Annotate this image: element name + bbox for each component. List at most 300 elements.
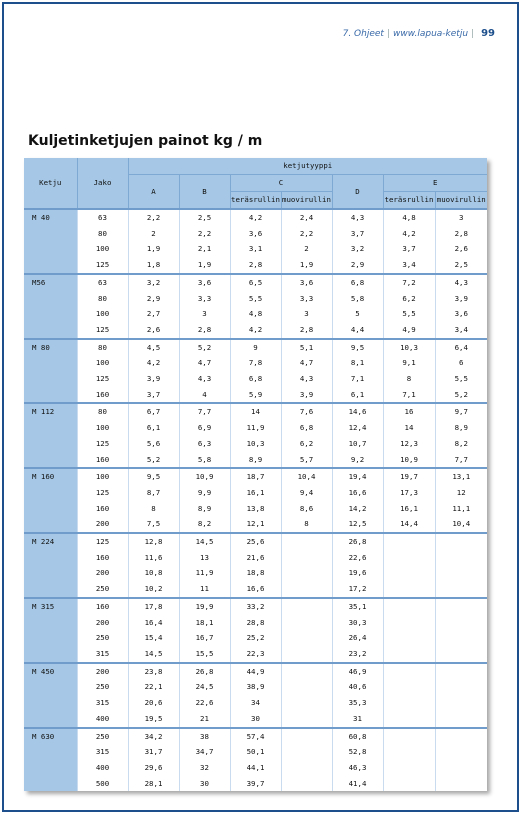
weight-cell: 15,4 [128,630,179,646]
header-site: www.lapua-ketju [392,29,469,39]
weight-cell [281,711,332,728]
weight-cell: 6,1 [332,387,383,404]
weight-cell: 5,8 [179,452,230,469]
weight-cell: 8,1 [332,355,383,371]
weight-cell: 10,9 [383,452,435,469]
weight-cell: 2,7 [128,306,179,322]
weight-cell: 14,2 [332,501,383,517]
pitch-cell: 80 [77,291,128,307]
table-row [24,485,487,501]
pitch-cell: 250 [77,679,128,695]
weight-cell: 41,4 [332,776,383,792]
pitch-cell: 400 [77,711,128,728]
weight-cell: 11,9 [179,565,230,581]
weight-cell [383,679,435,695]
weight-cell: 5,5 [435,371,487,387]
weight-cell: 4,2 [128,355,179,371]
weight-cell: 9,5 [128,468,179,485]
weight-cell [435,695,487,711]
weight-cell: 12 [435,485,487,501]
weight-cell: 4,9 [383,322,435,339]
table-row [24,501,487,517]
weight-cell: 18,8 [230,565,281,581]
table-row [24,646,487,663]
weight-cell [435,565,487,581]
table-body [24,209,487,791]
weight-cell: 2,6 [435,241,487,257]
weight-cell: 3,4 [383,257,435,274]
weight-cell: 8,9 [179,501,230,517]
weight-cell: 4,7 [281,355,332,371]
weight-cell [281,565,332,581]
weight-cell: 7,1 [332,371,383,387]
table-row [24,711,487,728]
pitch-cell: 160 [77,501,128,517]
weight-cell: 57,4 [230,728,281,745]
table-row [24,516,487,533]
table-row [24,695,487,711]
pitch-cell: 160 [77,550,128,566]
pitch-cell: 63 [77,274,128,291]
weight-cell [281,533,332,550]
weight-cell: 12,5 [332,516,383,533]
table-row [24,226,487,242]
weight-cell: 3,7 [332,226,383,242]
weight-cell [435,581,487,598]
weight-cell: 24,5 [179,679,230,695]
weight-cell: 5,2 [128,452,179,469]
weight-cell: 12,8 [128,533,179,550]
weight-cell: 10,3 [383,339,435,356]
weight-cell: 8,6 [281,501,332,517]
chain-name-cell: M 450 [24,663,77,728]
header-c-plastic: muovirullin [281,192,332,210]
weight-cell: 5,8 [332,291,383,307]
weight-cell: 10,4 [281,468,332,485]
weight-cell: 16,1 [230,485,281,501]
weight-cell: 2,2 [128,209,179,226]
weight-cell: 35,1 [332,598,383,615]
weight-cell: 8 [128,501,179,517]
table-row [24,663,487,680]
weight-cell [281,760,332,776]
weight-cell: 22,6 [179,695,230,711]
weight-cell: 9,2 [332,452,383,469]
pitch-cell: 200 [77,615,128,631]
weight-cell: 6,7 [128,403,179,420]
weight-cell [281,663,332,680]
table-row [24,533,487,550]
table-row [24,257,487,274]
weight-cell: 3,6 [281,274,332,291]
table-row [24,581,487,598]
table-row [24,209,487,226]
table-row [24,598,487,615]
weight-cell: 38 [179,728,230,745]
weight-cell [435,776,487,792]
weight-cell: 22,3 [230,646,281,663]
weight-cell: 25,6 [230,533,281,550]
weight-cell [435,630,487,646]
weight-cell: 10,4 [435,516,487,533]
pitch-cell: 160 [77,387,128,404]
weight-cell [281,550,332,566]
header-type-a: A [128,175,179,210]
weight-cell: 6,3 [179,436,230,452]
pitch-cell: 100 [77,306,128,322]
weight-cell [383,630,435,646]
weights-table-wrapper [24,158,487,791]
weight-cell: 8,2 [179,516,230,533]
table-row [24,241,487,257]
weight-cell: 13,8 [230,501,281,517]
weight-cell: 4,2 [230,322,281,339]
weight-cell: 4 [179,387,230,404]
weight-cell: 4,3 [332,209,383,226]
weight-cell [281,728,332,745]
pitch-cell: 80 [77,339,128,356]
weight-cell: 6,4 [435,339,487,356]
pitch-cell: 400 [77,760,128,776]
pitch-cell: 315 [77,646,128,663]
weight-cell: 35,3 [332,695,383,711]
pitch-cell: 250 [77,630,128,646]
weight-cell [435,646,487,663]
weight-cell: 11,9 [230,420,281,436]
weight-cell: 9,5 [332,339,383,356]
weight-cell: 5,6 [128,436,179,452]
weight-cell: 9 [230,339,281,356]
pitch-cell: 315 [77,695,128,711]
weight-cell: 38,9 [230,679,281,695]
weight-cell [435,711,487,728]
weight-cell: 2,5 [435,257,487,274]
weight-cell: 14,5 [128,646,179,663]
weight-cell: 34,7 [179,744,230,760]
chain-name-cell: M 160 [24,468,77,533]
weight-cell: 3,7 [383,241,435,257]
weight-cell: 2,6 [128,322,179,339]
weight-cell: 44,9 [230,663,281,680]
weight-cell: 9,7 [435,403,487,420]
header-type-e: E [383,175,487,192]
weight-cell: 11,1 [435,501,487,517]
weight-cell: 7,5 [128,516,179,533]
weight-cell [383,663,435,680]
weight-cell: 4,3 [179,371,230,387]
header-separator: | [471,29,475,39]
weight-cell: 17,3 [383,485,435,501]
weight-cell: 2,2 [281,226,332,242]
weight-cell: 16,6 [332,485,383,501]
page-header [343,28,495,39]
weight-cell: 4,3 [281,371,332,387]
weight-cell: 8,7 [128,485,179,501]
weight-cell: 3,4 [435,322,487,339]
weight-cell: 4,7 [179,355,230,371]
weight-cell [281,695,332,711]
chain-name-cell: M 630 [24,728,77,792]
pitch-cell: 500 [77,776,128,792]
pitch-cell: 63 [77,209,128,226]
weight-cell [383,711,435,728]
table-row [24,291,487,307]
table-row [24,550,487,566]
weight-cell: 10,8 [128,565,179,581]
pitch-cell: 100 [77,355,128,371]
weight-cell: 10,7 [332,436,383,452]
pitch-cell: 100 [77,468,128,485]
weight-cell: 3,2 [332,241,383,257]
weight-cell [281,744,332,760]
weight-cell: 19,9 [179,598,230,615]
weight-cell: 2,8 [230,257,281,274]
weight-cell: 33,2 [230,598,281,615]
weight-cell: 25,2 [230,630,281,646]
weight-cell: 6,8 [281,420,332,436]
weight-cell: 39,7 [230,776,281,792]
header-c-steel: teräsrullin [230,192,281,210]
weight-cell: 19,7 [383,468,435,485]
weight-cell: 14 [383,420,435,436]
weight-cell [435,615,487,631]
weight-cell: 6,5 [230,274,281,291]
weight-cell: 5,2 [179,339,230,356]
header-e-plastic: muovirullin [435,192,487,210]
weight-cell: 3,7 [128,387,179,404]
weight-cell: 2,2 [179,226,230,242]
table-row [24,371,487,387]
table-row [24,728,487,745]
weight-cell: 1,9 [281,257,332,274]
weight-cell [383,646,435,663]
pitch-cell: 250 [77,581,128,598]
pitch-cell: 200 [77,516,128,533]
weight-cell: 10,3 [230,436,281,452]
weight-cell: 19,6 [332,565,383,581]
table-row [24,339,487,356]
weight-cell: 3,9 [281,387,332,404]
weight-cell: 5 [332,306,383,322]
chain-name-cell: M 112 [24,403,77,468]
weight-cell [383,550,435,566]
table-row [24,565,487,581]
table-row [24,322,487,339]
table-row [24,403,487,420]
weight-cell: 22,1 [128,679,179,695]
weight-cell: 9,4 [281,485,332,501]
weight-cell [281,598,332,615]
header-chain: Ketju [24,158,77,209]
weight-cell: 3,9 [435,291,487,307]
pitch-cell: 160 [77,452,128,469]
weight-cell: 2,9 [332,257,383,274]
weight-cell: 5,5 [230,291,281,307]
weight-cell: 2 [128,226,179,242]
table-row [24,420,487,436]
weight-cell [281,615,332,631]
weight-cell [383,728,435,745]
table-row [24,615,487,631]
pitch-cell: 200 [77,663,128,680]
weight-cell: 4,2 [383,226,435,242]
weight-cell [435,744,487,760]
chain-name-cell: M 80 [24,339,77,404]
weight-cell: 14,5 [179,533,230,550]
weight-cell: 13,1 [435,468,487,485]
weight-cell: 40,6 [332,679,383,695]
weight-cell: 8 [281,516,332,533]
weight-cell: 7,8 [230,355,281,371]
header-chain-type: ketjutyyppi [128,158,487,175]
weight-cell: 6 [435,355,487,371]
weight-cell: 34 [230,695,281,711]
chain-name-cell: M 40 [24,209,77,274]
weight-cell: 5,2 [435,387,487,404]
chain-weights-table [24,158,487,791]
weight-cell: 19,4 [332,468,383,485]
weight-cell: 5,7 [281,452,332,469]
weight-cell: 6,8 [332,274,383,291]
weight-cell: 46,3 [332,760,383,776]
weight-cell: 16,1 [383,501,435,517]
weight-cell: 4,3 [435,274,487,291]
weight-cell: 8,9 [230,452,281,469]
weight-cell: 3,9 [128,371,179,387]
weight-cell: 12,4 [332,420,383,436]
weight-cell: 7,2 [383,274,435,291]
weight-cell [383,581,435,598]
pitch-cell: 200 [77,565,128,581]
weight-cell: 31,7 [128,744,179,760]
weight-cell: 2,5 [179,209,230,226]
weight-cell: 11 [179,581,230,598]
weight-cell: 2,8 [435,226,487,242]
pitch-cell: 250 [77,728,128,745]
header-type-b: B [179,175,230,210]
weight-cell: 4,8 [383,209,435,226]
weight-cell: 17,2 [332,581,383,598]
header-separator: | [386,29,390,39]
weight-cell: 21,6 [230,550,281,566]
weight-cell: 14,6 [332,403,383,420]
weight-cell: 3,3 [179,291,230,307]
weight-cell: 10,9 [179,468,230,485]
weight-cell: 2,1 [179,241,230,257]
weight-cell: 5,1 [281,339,332,356]
weight-cell: 28,8 [230,615,281,631]
weight-cell: 3,3 [281,291,332,307]
table-row [24,744,487,760]
table-row [24,679,487,695]
weight-cell [383,598,435,615]
pitch-cell: 125 [77,436,128,452]
weight-cell: 18,1 [179,615,230,631]
weight-cell: 29,6 [128,760,179,776]
pitch-cell: 100 [77,420,128,436]
table-row [24,387,487,404]
weight-cell [435,728,487,745]
weight-cell: 32 [179,760,230,776]
weight-cell: 8,2 [435,436,487,452]
weight-cell [435,550,487,566]
table-row [24,760,487,776]
weight-cell: 4,5 [128,339,179,356]
pitch-cell: 80 [77,403,128,420]
weight-cell: 15,5 [179,646,230,663]
weight-cell: 6,2 [281,436,332,452]
header-e-steel: teräsrullin [383,192,435,210]
chain-name-cell: M56 [24,274,77,339]
table-row [24,274,487,291]
weight-cell: 16,4 [128,615,179,631]
header-pitch: Jako [77,158,128,209]
weight-cell: 7,7 [435,452,487,469]
weight-cell: 1,9 [179,257,230,274]
weight-cell: 44,1 [230,760,281,776]
weight-cell [435,598,487,615]
pitch-cell: 125 [77,533,128,550]
weight-cell: 26,8 [179,663,230,680]
pitch-cell: 100 [77,241,128,257]
weight-cell: 16,6 [230,581,281,598]
weight-cell: 60,8 [332,728,383,745]
weight-cell [383,615,435,631]
table-row [24,468,487,485]
weight-cell: 30 [179,776,230,792]
weight-cell: 1,8 [128,257,179,274]
pitch-cell: 315 [77,744,128,760]
weight-cell: 2,4 [281,209,332,226]
weight-cell: 23,8 [128,663,179,680]
weight-cell: 21 [179,711,230,728]
weight-cell [435,533,487,550]
weight-cell [281,630,332,646]
table-row [24,436,487,452]
weight-cell: 3,6 [435,306,487,322]
weight-cell: 3 [435,209,487,226]
header-type-c: C [230,175,332,192]
weight-cell: 50,1 [230,744,281,760]
weight-cell: 17,8 [128,598,179,615]
weight-cell: 5,9 [230,387,281,404]
weight-cell: 6,8 [230,371,281,387]
weight-cell: 14 [230,403,281,420]
weight-cell: 34,2 [128,728,179,745]
weight-cell [435,760,487,776]
weight-cell: 52,8 [332,744,383,760]
pitch-cell: 160 [77,598,128,615]
weight-cell: 20,6 [128,695,179,711]
table-row [24,306,487,322]
weight-cell: 6,1 [128,420,179,436]
weight-cell: 2,8 [179,322,230,339]
weight-cell: 2,9 [128,291,179,307]
weight-cell: 30,3 [332,615,383,631]
weight-cell: 31 [332,711,383,728]
weight-cell: 4,4 [332,322,383,339]
chain-name-cell: M 315 [24,598,77,663]
weight-cell: 7,6 [281,403,332,420]
weight-cell: 3,6 [230,226,281,242]
weight-cell [435,663,487,680]
weight-cell: 2 [281,241,332,257]
pitch-cell: 125 [77,322,128,339]
pitch-cell: 80 [77,226,128,242]
weight-cell: 14,4 [383,516,435,533]
weight-cell [383,776,435,792]
weight-cell: 4,2 [230,209,281,226]
